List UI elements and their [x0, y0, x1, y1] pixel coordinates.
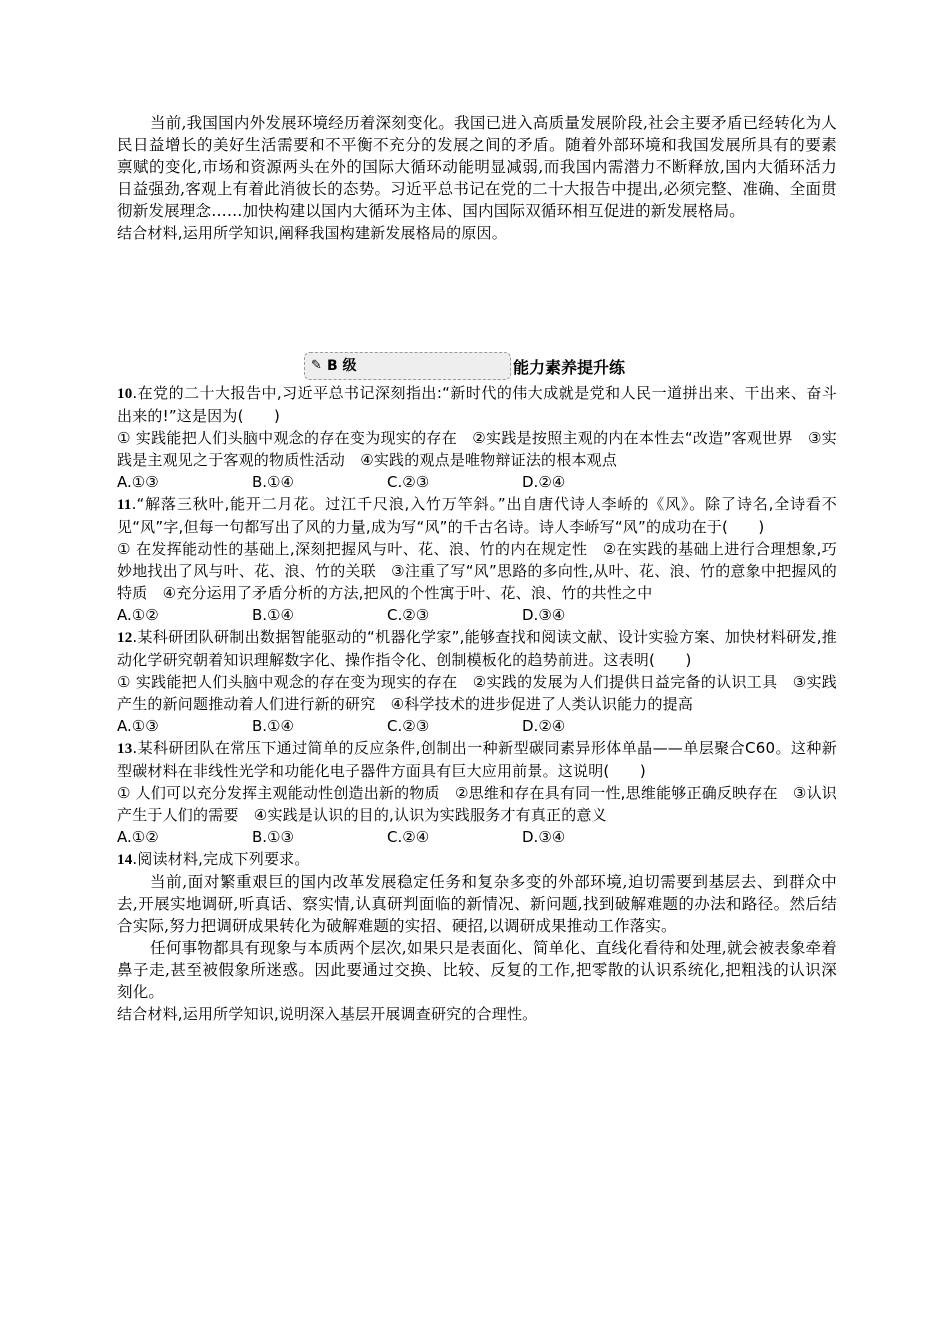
- question-options: [117, 471, 837, 493]
- answer-space: [117, 244, 837, 344]
- page-content: [117, 112, 837, 1025]
- question-number: 11: [117, 497, 132, 513]
- question-statements: ① 人们可以充分发挥主观能动性创造出新的物质 ②思维和存在具有同一性,思维能够正确反映存在 ③认识产生于人们的需要 ④实践是认识的目的,认识为实践服务才有真正的意义: [117, 784, 837, 824]
- option-d[interactable]: D.③④: [522, 606, 566, 624]
- question-12: [117, 626, 837, 737]
- option-b[interactable]: B.①④: [252, 473, 294, 491]
- level-label: B 级: [327, 358, 357, 374]
- question-number: 10: [117, 386, 133, 402]
- question-number: 14: [117, 852, 133, 868]
- option-a[interactable]: A.①③: [117, 717, 159, 735]
- question-statements: ① 在发挥能动性的基础上,深刻把握风与叶、花、浪、竹的内在规定性 ②在实践的基础上进行合理想象,巧妙地找出了风与叶、花、浪、竹的关联 ③注重了写“风”思路的多向性,从叶、花、浪、竹的意象中把握风的特质 ④充分运用了矛盾分析的方法,把风的个性寓于叶、花、浪、竹的共性之中: [117, 540, 837, 602]
- question-14: [117, 848, 837, 1025]
- question-11: [117, 493, 837, 626]
- option-b[interactable]: B.①④: [252, 606, 294, 624]
- option-c[interactable]: C.②③: [387, 717, 430, 735]
- option-d[interactable]: D.②④: [522, 473, 566, 491]
- question-options: [117, 604, 837, 626]
- option-b[interactable]: B.①④: [252, 717, 294, 735]
- question-number: 13: [117, 741, 133, 757]
- option-a[interactable]: A.①②: [117, 606, 159, 624]
- question-text: .阅读材料,完成下列要求。: [132, 850, 310, 868]
- question-stem: [117, 626, 837, 671]
- question-13: [117, 737, 837, 848]
- section-header: [117, 352, 837, 382]
- option-c[interactable]: C.②④: [387, 828, 430, 846]
- q14-material-paragraph-1: 当前,面对繁重艰巨的国内改革发展稳定任务和复杂多变的外部环境,迫切需要到基层去、到群众中去,开展实地调研,听真话、察实情,认真研判面临的新情况、新问题,找到破解难题的办法和路径。然后结合实际,努力把调研成果转化为破解难题的实招、硬招,以调研成果推动工作落实。: [117, 873, 837, 935]
- option-a[interactable]: A.①③: [117, 473, 159, 491]
- option-d[interactable]: D.②④: [522, 717, 566, 735]
- question-options: [117, 715, 837, 737]
- option-b[interactable]: B.①③: [252, 828, 294, 846]
- question-statements: ① 实践能把人们头脑中观念的存在变为现实的存在 ②实践的发展为人们提供日益完备的认识工具 ③实践产生的新问题推动着人们进行新的研究 ④科学技术的进步促进了人类认识能力的提高: [117, 673, 837, 713]
- question-number: 12: [117, 630, 133, 646]
- question-statements: ① 实践能把人们头脑中观念的存在变为现实的存在 ②实践是按照主观的内在本性去“改造”客观世界 ③实践是主观见之于客观的物质性活动 ④实践的观点是唯物辩证法的根本观点: [117, 429, 837, 469]
- question-10: [117, 382, 837, 493]
- question-text: .某科研团队研制出数据智能驱动的“机器化学家”,能够查找和阅读文献、设计实验方案、加快材料研发,推动化学研究朝着知识理解数字化、操作指令化、创制模板化的趋势前进。这表明( ): [117, 628, 837, 669]
- question-text: .“解落三秋叶,能开二月花。过江千尺浪,入竹万竿斜。”出自唐代诗人李峤的《风》。除了诗名,全诗看不见“风”字,但每一句都写出了风的力量,成为写“风”的千古名诗。诗人李峤写“风”的成功在于( ): [117, 495, 837, 536]
- question-stem: [117, 848, 837, 871]
- section-title: 能力素养提升练: [513, 358, 626, 377]
- option-d[interactable]: D.③④: [522, 828, 566, 846]
- question-options: [117, 826, 837, 848]
- level-banner: [304, 352, 511, 380]
- question-stem: [117, 382, 837, 427]
- question-text: .在党的二十大报告中,习近平总书记深刻指出:“新时代的伟大成就是党和人民一道拼出来、干出来、奋斗出来的!”这是因为( ): [117, 384, 837, 425]
- question-stem: [117, 493, 837, 538]
- option-c[interactable]: C.②③: [387, 473, 430, 491]
- option-c[interactable]: C.②③: [387, 606, 430, 624]
- question-stem: [117, 737, 837, 782]
- q9-material-paragraph: 当前,我国国内外发展环境经历着深刻变化。我国已进入高质量发展阶段,社会主要矛盾已经转化为人民日益增长的美好生活需要和不平衡不充分的发展之间的矛盾。随着外部环境和我国发展所具有的要素禀赋的变化,市场和资源两头在外的国际大循环动能明显减弱,而我国内需潜力不断释放,国内大循环活力日益强劲,客观上有着此消彼长的态势。习近平总书记在党的二十大报告中提出,必须完整、准确、全面贯彻新发展理念……加快构建以国内大循环为主体、国内国际双循环相互促进的新发展格局。: [117, 114, 837, 220]
- option-a[interactable]: A.①②: [117, 828, 159, 846]
- q14-material-paragraph-2: 任何事物都具有现象与本质两个层次,如果只是表面化、简单化、直线化看待和处理,就会被表象牵着鼻子走,甚至被假象所迷惑。因此要通过交换、比较、反复的工作,把零散的认识系统化,把粗浅的认识深刻化。: [117, 939, 837, 1001]
- q14-requirement: 结合材料,运用所学知识,说明深入基层开展调查研究的合理性。: [117, 1005, 538, 1023]
- q9-requirement: 结合材料,运用所学知识,阐释我国构建新发展格局的原因。: [117, 224, 507, 242]
- pencil-icon: ✎: [311, 358, 322, 373]
- question-text: .某科研团队在常压下通过简单的反应条件,创制出一种新型碳同素异形体单晶——单层聚合C60。这种新型碳材料在非线性光学和功能化电子器件方面具有巨大应用前景。这说明( ): [117, 739, 837, 780]
